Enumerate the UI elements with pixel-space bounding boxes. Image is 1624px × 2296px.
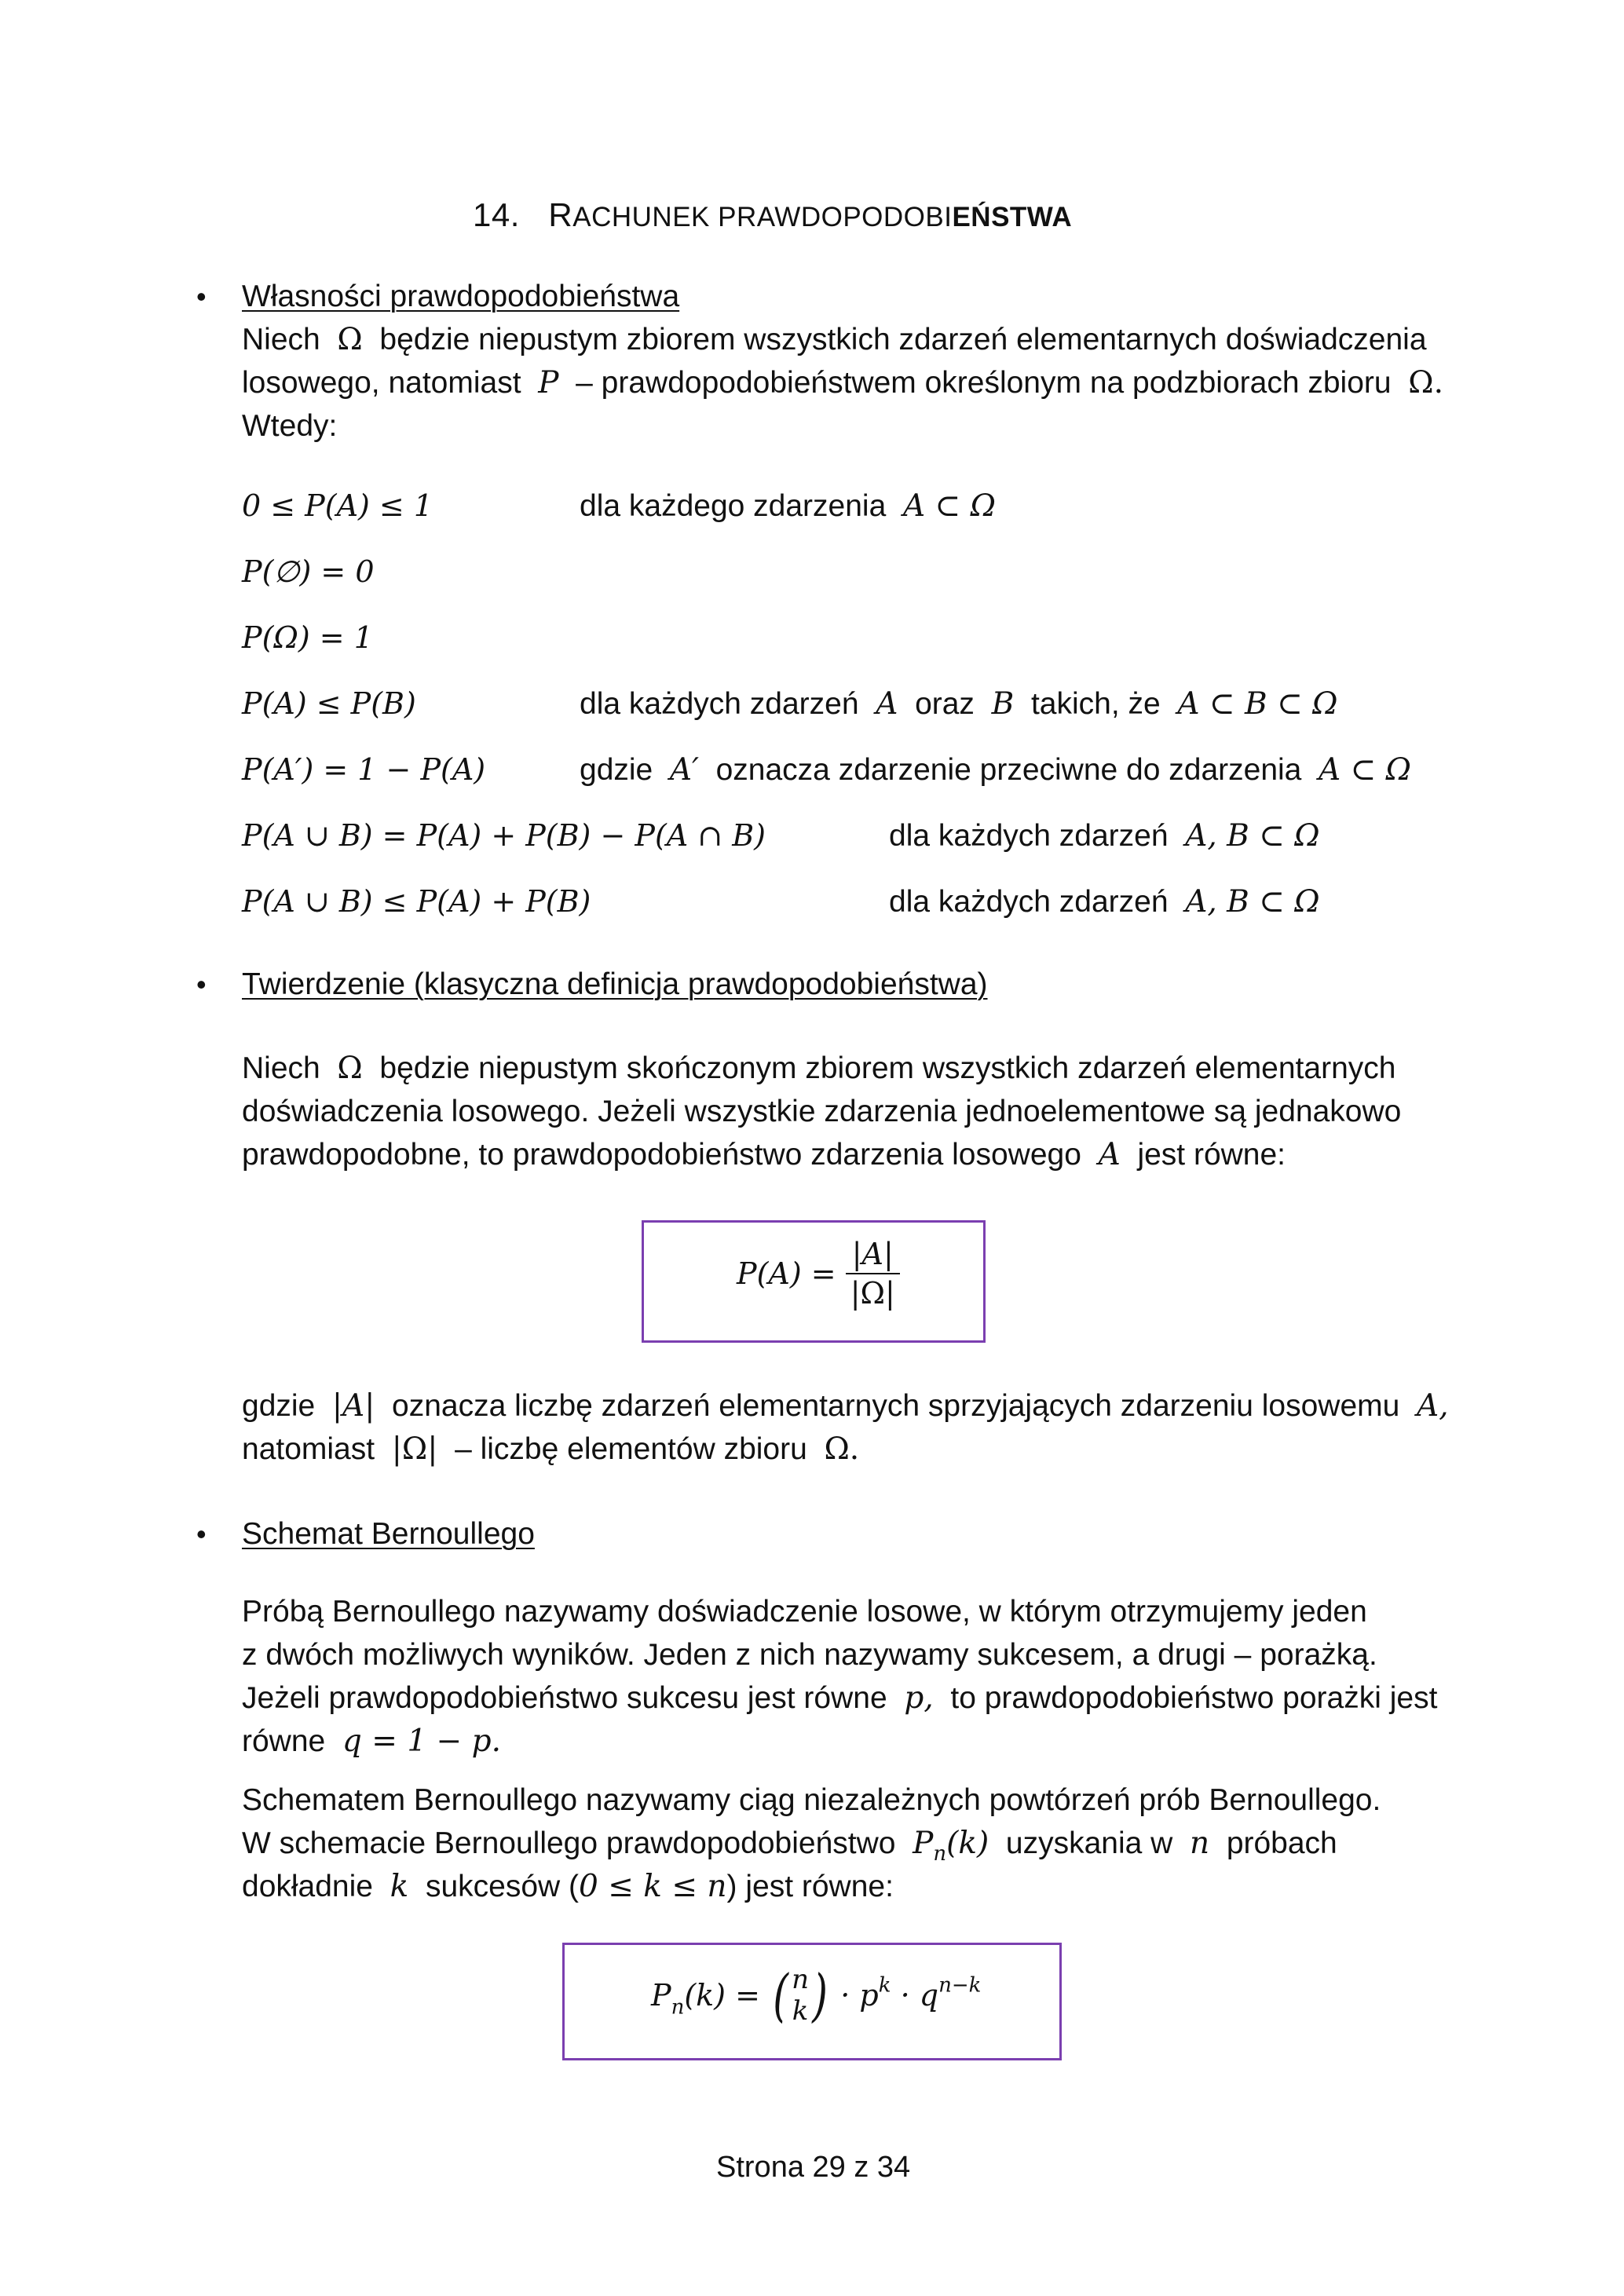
text: prawdopodobne, to prawdopodobieństwo zdarzenia losowego [242,1138,1081,1172]
math-symbol: Ω [337,1051,363,1086]
text: Niech [242,323,320,356]
math-symbol: A [876,686,898,722]
paragraph-line [242,1388,1449,1425]
dot-operator: · [900,1978,910,2013]
formula: 0 ≤ P(A) ≤ 1 [242,488,433,523]
paragraph-line [242,1869,894,1906]
text: próbach [1226,1826,1337,1860]
classic-probability-formula [737,1237,900,1311]
paragraph-line: doświadczenia losowego. Jeżeli wszystkie zdarzenia jednoelementowe są jednakowo [242,1095,1402,1128]
fraction [846,1237,900,1311]
paragraph-line [242,1680,1437,1717]
text: będzie niepustym zbiorem wszystkich zdarzeń elementarnych doświadczenia [379,323,1427,356]
formula-description [889,818,1320,855]
formula-lhs: P(A) = [737,1256,836,1291]
text: dla każdego zdarzenia [580,489,887,523]
formula: P(A) ≤ P(B) [242,686,416,721]
text: to prawdopodobieństwo porażki jest [950,1681,1438,1715]
math-symbol: p, [904,1680,934,1716]
section-heading: Schemat Bernoullego [242,1517,535,1551]
formula: P(Ω) = 1 [242,620,373,655]
title-rest: ACHUNEK PRAWDOPODOBI [572,202,953,232]
math-symbol: A ⊂ Ω [1319,752,1412,788]
math-symbol: k [390,1869,409,1904]
formula: P(A ∪ B) = P(A) + P(B) − P(A ∩ B) [242,818,766,853]
text: równe [242,1724,326,1758]
math-symbol: |A| [331,1388,375,1424]
paragraph-line [242,1826,1337,1866]
text: dokładnie [242,1870,373,1903]
math-symbol: |Ω| [391,1431,438,1467]
left-paren: ( [773,1962,788,2028]
right-paren: ) [812,1962,828,2028]
text: będzie niepustym skończonym zbiorem wszystkich zdarzeń elementarnych [379,1051,1396,1085]
math-arg: (k) [946,1826,989,1861]
math-symbol: B [991,686,1015,722]
formula-box [642,1220,986,1343]
math-symbol: n [1190,1826,1210,1861]
binomial-bottom: k [792,1995,809,2027]
text: losowego, natomiast [242,366,521,400]
binomial [792,1964,809,2027]
title-first-letter: R [548,196,573,233]
formula-description [580,488,996,525]
page-title [473,196,1072,234]
fraction-numerator: |A| [846,1237,900,1274]
formula-lhs: (k) = [684,1978,760,2013]
math-subscript: n [671,1995,685,2020]
math-exponent: k [878,1973,891,1998]
math-symbol: A ⊂ Ω [902,488,996,524]
paragraph-line [242,1431,859,1468]
text: jest równe: [1137,1138,1286,1172]
text: gdzie [242,1389,316,1423]
text: Jeżeli prawdopodobieństwo sukcesu jest równe [242,1681,887,1715]
paragraph-line: Wtedy: [242,409,338,443]
math-symbol: A, B ⊂ Ω [1185,818,1320,854]
text: gdzie [580,753,653,787]
text: Niech [242,1051,320,1085]
binomial-top: n [792,1964,810,1995]
math-P: P [913,1826,934,1861]
text: sukcesów ( [425,1870,580,1903]
math-symbol: A, [1417,1388,1449,1424]
math-symbol: P [538,365,559,400]
formula: P(A ∪ B) ≤ P(A) + P(B) [242,884,591,919]
formula-description [580,752,1411,789]
formula: P(∅) = 0 [242,554,375,589]
text: dla każdych zdarzeń [580,687,859,721]
text: – liczbę elementów zbioru [455,1432,807,1466]
formula-description [580,686,1337,723]
text: oznacza liczbę zdarzeń elementarnych sprzyjających zdarzeniu losowemu [392,1389,1400,1423]
text: dla każdych zdarzeń [889,819,1169,853]
math-symbol: A ⊂ B ⊂ Ω [1177,686,1338,722]
section-heading: Własności prawdopodobieństwa [242,280,680,313]
formula-description [889,884,1320,921]
text: dla każdych zdarzeń [889,885,1169,919]
formula: P(A′) = 1 − P(A) [242,752,486,787]
text: oznacza zdarzenie przeciwne do zdarzenia [715,753,1302,787]
paragraph-line [242,322,1427,359]
math-symbol: A′ [669,752,699,788]
paragraph-line [242,1051,1395,1088]
text: W schemacie Bernoullego prawdopodobieństwo [242,1826,896,1860]
paragraph-line: Próbą Bernoullego nazywamy doświadczenie losowe, w którym otrzymujemy jeden [242,1595,1367,1629]
math-exponent: n−k [938,1973,982,1998]
math-symbol: Ω. [824,1431,860,1467]
bullet-icon: • [196,968,207,1000]
fraction-denominator: |Ω| [850,1276,895,1311]
title-number: 14. [473,196,520,233]
math-subscript: n [933,1841,947,1866]
formula-box [562,1943,1062,2060]
bernoulli-formula [651,1962,981,2028]
paragraph-line: Schematem Bernoullego nazywamy ciąg niezależnych powtórzeń prób Bernoullego. [242,1783,1381,1817]
text: oraz [915,687,975,721]
text: uzyskania w [1005,1826,1173,1860]
page-footer: Strona 29 z 34 [716,2151,911,2184]
math-symbol [913,1826,989,1866]
math-p: p [859,1978,879,2013]
text: ) jest równe: [726,1870,894,1903]
paragraph-line [242,1724,501,1760]
dot-operator: · [840,1978,850,2013]
paragraph-line: z dwóch możliwych wyników. Jeden z nich nazywamy sukcesem, a drugi – porażką. [242,1638,1377,1672]
math-symbol: 0 ≤ k ≤ n [579,1869,727,1904]
bullet-icon: • [196,280,207,313]
math-symbol: Ω [337,322,363,357]
section-heading: Twierdzenie (klasyczna definicja prawdopodobieństwa) [242,967,988,1001]
math-q: q [919,1978,939,2013]
paragraph-line [242,1137,1286,1174]
math-symbol: A [1098,1137,1121,1172]
title-rest-bold: EŃSTWA [952,202,1073,232]
math-symbol: q = 1 − p. [342,1724,501,1759]
bullet-icon: • [196,1518,207,1550]
math-P: P [651,1978,671,2013]
text: – prawdopodobieństwem określonym na podzbiorach zbioru [576,366,1392,400]
text: natomiast [242,1432,375,1466]
paragraph-line [242,365,1443,402]
math-symbol: Ω. [1408,365,1443,400]
text: takich, że [1030,687,1161,721]
math-symbol: A, B ⊂ Ω [1185,884,1320,919]
